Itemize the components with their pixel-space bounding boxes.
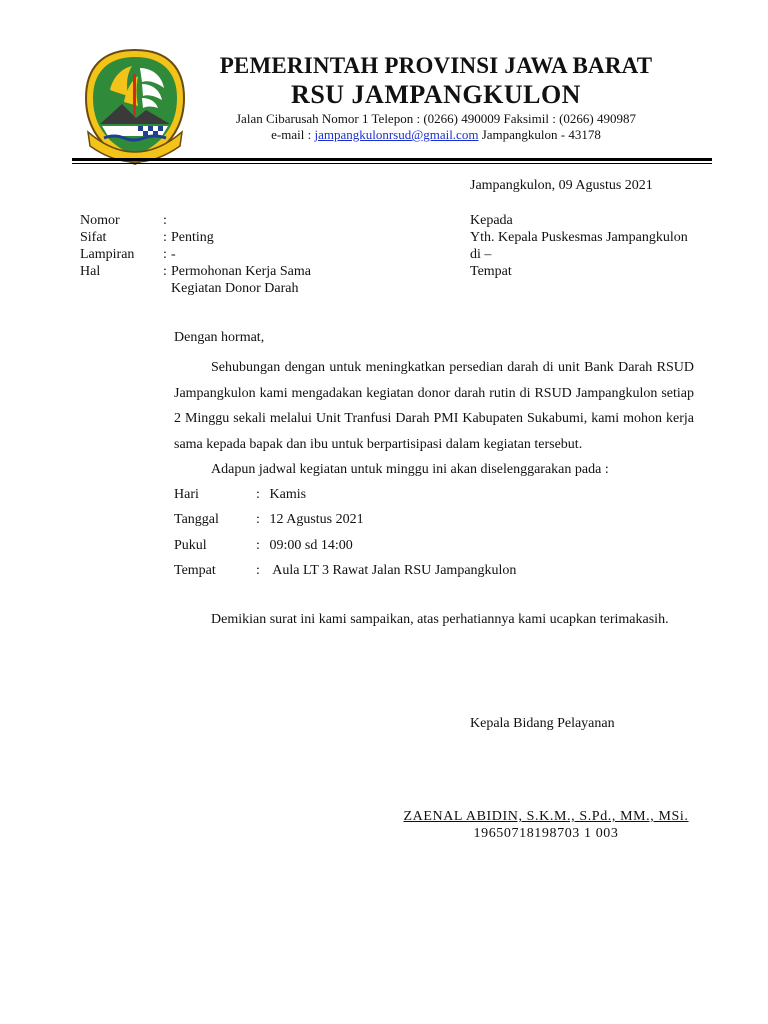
hospital-address: Jalan Cibarusah Nomor 1 Telepon : (0266) 490009 Faksimil : (0266) 490987 [236,111,636,126]
recipient-line: Yth. Kepala Puskesmas Jampangkulon [470,230,688,245]
salutation: Dengan hormat, [174,330,265,345]
schedule-row-place [174,558,694,583]
schedule-label: Tanggal [174,512,219,528]
signatory-block [400,808,692,842]
schedule-value: Aula LT 3 Rawat Jalan RSU Jampangkulon [266,562,517,578]
schedule-intro: Adapun jadwal kegiatan untuk minggu ini akan diselenggarakan pada : [211,462,609,477]
recipient-block [470,212,688,280]
meta-separator: : [163,230,167,245]
letterhead-rule-thick [72,158,712,161]
meta-value [171,212,351,229]
meta-row-sifat [80,229,351,246]
letter-date: Jampangkulon, 09 Agustus 2021 [470,178,653,193]
body-paragraph: Sehubungan dengan untuk meningkatkan persedian darah di unit Bank Darah RSUD Jampangkulon kami mengadakan kegiatan donor darah rutin di RSUD Jampangkulon setiap 2 Minggu sekali melalui Unit Tranfusi Darah PMI Kabupaten Sukabumi, kami mohon kerja sama kepada bapak dan ibu untuk berpartisipasi dalam kegiatan tersebut. [174,360,694,452]
meta-value: Kegiatan Donor Darah [171,281,299,296]
letter-meta [80,212,351,297]
meta-label: Lampiran [80,247,135,262]
schedule-label: Hari [174,487,199,502]
letter-body [174,330,694,633]
signatory-title: Kepala Bidang Pelayanan [470,716,615,731]
meta-separator: : [163,247,167,262]
signatory-nip: 19650718198703 1 003 [473,826,619,841]
recipient-line: di – [470,247,492,262]
meta-value: Penting [171,230,214,245]
city-postal: Jampangkulon - 43178 [478,127,601,142]
email-label: e-mail : [271,127,315,142]
meta-value: Permohonan Kerja Sama [171,264,311,279]
hospital-title: RSU JAMPANGKULON [291,80,581,109]
letterhead [180,52,692,142]
meta-separator [163,280,171,297]
schedule-row-time [174,533,694,558]
schedule-value: 09:00 sd 14:00 [266,537,353,553]
recipient-line: Tempat [470,264,512,279]
government-title: PEMERINTAH PROVINSI JAWA BARAT [219,53,653,78]
schedule-label: Tempat [174,562,216,578]
meta-row-lampiran [80,246,351,263]
meta-row-hal [80,263,351,280]
closing-paragraph: Demikian surat ini kami sampaikan, atas perhatiannya kami ucapkan terimakasih. [211,612,669,628]
meta-separator: : [163,264,167,279]
meta-row-hal-continued [80,280,351,297]
meta-label: Nomor [80,213,120,228]
schedule-separator: : [256,562,260,578]
meta-value: - [171,247,176,262]
meta-row-nomor [80,212,351,229]
meta-label [80,280,163,297]
schedule-separator: : [256,537,260,553]
schedule-row-day [174,482,694,507]
schedule-value: Kamis [266,487,307,502]
west-java-emblem-icon [80,46,190,170]
schedule-separator: : [256,512,260,528]
email-link[interactable]: jampangkulonrsud@gmail.com [314,127,479,142]
contact-line [180,127,692,142]
schedule-value: 12 Agustus 2021 [266,512,364,528]
recipient-line: Kepada [470,213,513,228]
schedule-row-date [174,507,694,532]
schedule-separator: : [256,487,260,502]
meta-label: Hal [80,264,101,279]
signatory-name: ZAENAL ABIDIN, S.K.M., S.Pd., MM., MSi. [403,809,689,824]
meta-separator: : [163,213,167,228]
letterhead-rule-thin [72,163,712,164]
schedule-label: Pukul [174,537,207,553]
meta-label: Sifat [80,230,107,245]
